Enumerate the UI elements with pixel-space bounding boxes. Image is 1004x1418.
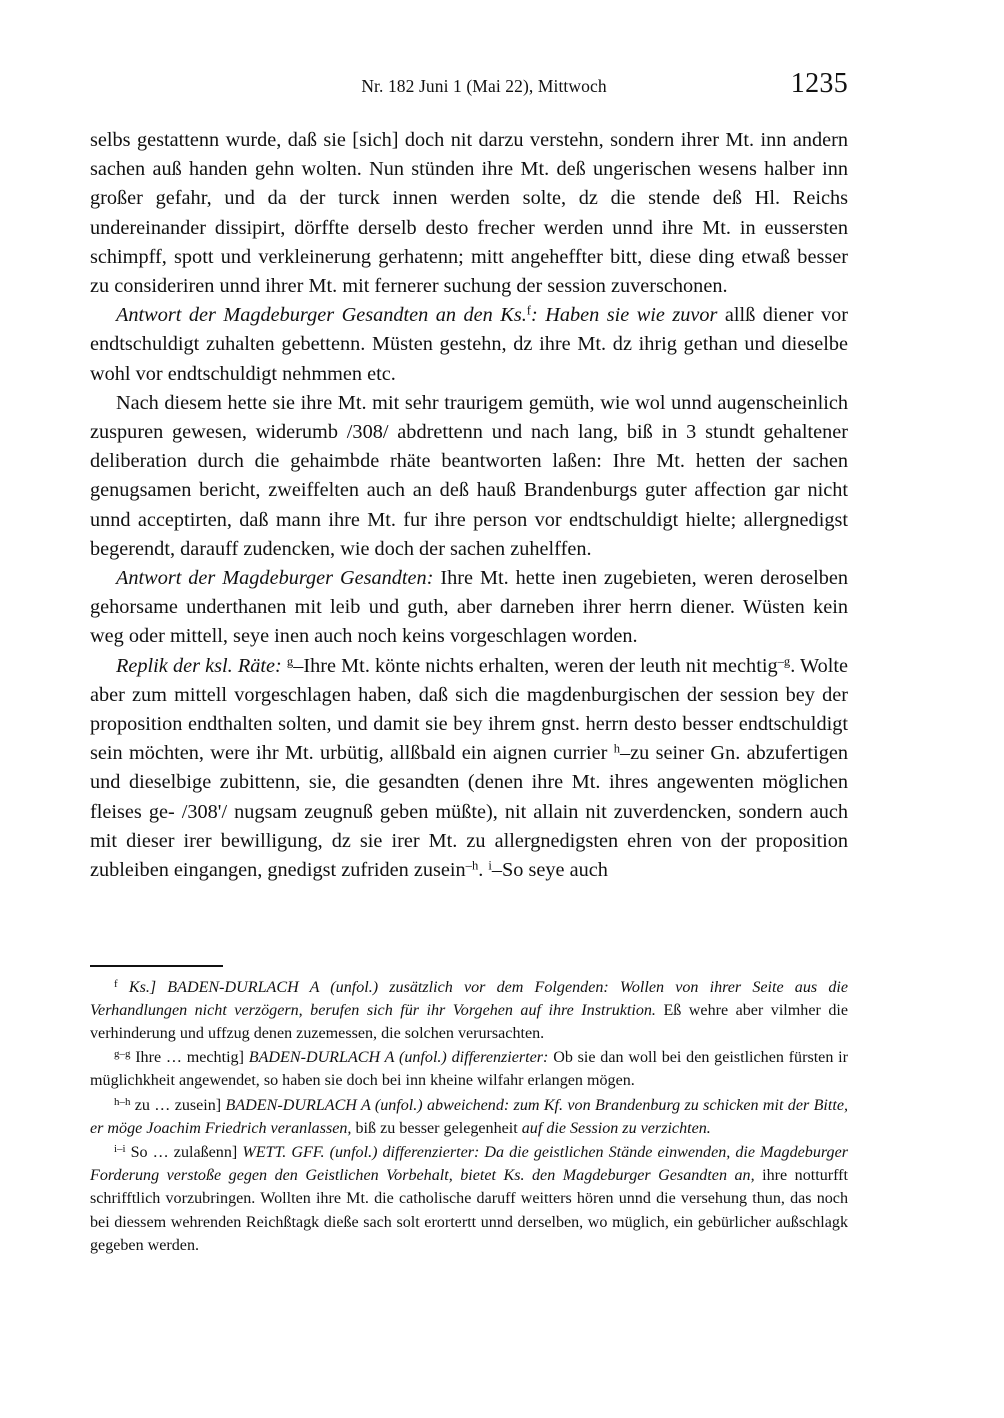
footnote-marker-f[interactable]: f — [526, 303, 531, 318]
footnote-entry-marker[interactable]: h–h — [114, 1095, 131, 1108]
footnote-entry-text: BADEN-DURLACH A (unfol.) differenzierter: — [243, 1049, 549, 1067]
paragraph-5-lead: Replik der ksl. Räte: — [116, 654, 282, 677]
footnote-entry-text: So … zulaßenn] — [130, 1143, 238, 1161]
footnote-marker-i-open[interactable]: i — [488, 858, 492, 873]
footnote-apparatus — [90, 965, 848, 1258]
document-page — [90, 0, 848, 1418]
footnote-entry-text: Ks.] BADEN-DURLACH A (unfol.) zusätzlich vor dem Folgenden: Wollen von ihrer Seite aus die Verhandlungen nicht verzögern, berufen sich für ihr Vorgehen auf ihre Instruktion. — [90, 978, 848, 1019]
footnote-separator-rule — [90, 965, 223, 967]
footnote-entry-marker[interactable]: f — [114, 977, 118, 990]
paragraph-3-text: Nach diesem hette sie ihre Mt. mit sehr traurigem gemüth, wie wol unnd augenscheinlich zuspuren gewesen, widerumb /308/ abdrettenn und nach lang, biß in 3 stundt gehaltener deliberation durch die gehaimbde rhäte beantworten laßen: Ihre Mt. hetten der sachen genugsamen bericht, zweiffelten auch an deß hauß Brandenburgs guter affection gar nicht unnd acceptirten, daß mann ihre Mt. fur ihre person vor endtschuldigt hielte; allergnedigst begerendt, darauff zudencken, wie doch der sachen zuhelffen. — [90, 391, 848, 560]
running-head-title: Nr. 182 Juni 1 (Mai 22), Mittwoch — [361, 76, 607, 96]
paragraph-4-text: Ihre Mt. hette inen zugebieten, weren deroselben gehorsame underthanen mit leib und guth, aber darneben ihrer herrn diener. Wüsten kein weg oder mittell, seye inen auch noch keins vorgeschlagen worden. — [90, 567, 849, 648]
footnote-entry-text: biß zu besser gelegenheit — [351, 1119, 522, 1137]
page-number: 1235 — [790, 68, 848, 99]
footnote-entry-text: Ob sie dan woll bei den geistlichen fürsten ir müglichkheit angewendet, so haben sie doch bei inn kheine wilfahr erlangen mögen. — [90, 1049, 848, 1090]
footnote-entry-marker[interactable]: g–g — [114, 1047, 131, 1060]
footnote-marker-h-open[interactable]: h — [613, 741, 620, 756]
paragraph-5-segment-3: zu seiner Gn. abzufertigen und dieselbige zubittenn, sie, die gesandten (denen ihre Mt. ihres angewenten möglichen fleises ge- /308'/ nugsam zeugnuß geben müßte), nit allain nit zuverdencken, sondern auch mit dieser irer bewilligung, dz sie irer Mt. zu allergnedigsten ehren von der proposition zubleiben eingangen, gnedigst zufriden zusein — [90, 742, 848, 882]
paragraph-2 — [90, 301, 848, 389]
footnote-entry-text: auf die Session zu verzichten. — [521, 1119, 711, 1137]
paragraph-5: Replik der ksl. Räte: $^g$–Ihre Mt. könte nichts erhalten, weren der leuth nit mechtig$^{-g}$. Wolte aber zum mittell vorgeschlagen haben, daß sich die magdenburgischen der session bey der proposition endthalten solten, und damit sie bey ihrem gnst. herrn desto besser endtschuldigt sein möchten, were ihr Mt. urbütig, allßbald ein aignen currier $^h$–zu seiner Gn. abzufertigen und dieselbige zubittenn, sie, die gesandten (denen ihre Mt. ihres angewenten möglichen fleises ge- /308'/ nugsam zeugnuß geben müßte), nit allain nit zuverdencken, sondern auch mit dieser irer bewilligung, dz sie irer Mt. zu allergnedigsten ehren von der proposition zubleiben eingangen, gnedigst zufriden zusein$^{-h}$. $^i$–So seye auch — [90, 654, 848, 882]
footnote-entry — [90, 1141, 848, 1257]
footnote-entry-text: Eß wehre aber vilmher die verhinderung und uffzug denen zuzemessen, die solchen verursachten. — [90, 1001, 848, 1042]
paragraph-1 — [90, 126, 848, 301]
footnote-entry — [90, 1046, 848, 1092]
footnote-entry-text: ihre notturfft schrifftlich vorzubringen. Wollten ihre Mt. die catholische daruff weitters hören unnd die versehung thun, das noch bei diessem wehrenden Reichßtagk dieße sach solt erortertt unnd derselben, wo müglich, ein gebürlicher außschlagk gegeben werden. — [90, 1167, 848, 1254]
running-head — [90, 68, 848, 122]
paragraph-4 — [90, 564, 848, 652]
footnote-entry-marker[interactable]: i–i — [114, 1142, 126, 1155]
paragraph-5-segment-2: . Wolte aber zum mittell vorgeschlagen haben, daß sich die magdenburgischen der session bey der proposition endthalten solten, und damit sie bey ihrem gnst. herrn desto besser endtschuldigt sein möchten, were ihr Mt. urbütig, allßbald ein aignen currier — [90, 654, 848, 765]
footnote-marker-g-close[interactable]: –g — [777, 654, 791, 669]
footnote-entry-text: zu … zusein] — [134, 1096, 222, 1114]
paragraph-2-lead: Antwort der Magdeburger Gesandten an den Ks. — [116, 304, 527, 327]
footnote-entry — [90, 976, 848, 1046]
paragraph-3 — [90, 389, 848, 564]
paragraph-5-segment-5: So seye auch — [502, 859, 608, 882]
paragraph-5-segment-4: . — [478, 859, 489, 882]
paragraph-2-text: allß diener vor endtschuldigt zuhalten gebettenn. Müsten gestehn, dz ihre Mt. dz ihrig gethan und dieselbe wohl vor endtschuldigt nehmmen etc. — [90, 304, 848, 385]
footnote-marker-h-close[interactable]: –h — [465, 858, 479, 873]
footnote-entry-text: WETT. GFF. (unfol.) differenzierter: Da die geistlichen Stände einwenden, die Magdeburger Forderung verstoße gegen den Geistlichen Vorbehalt, bietet Ks. den Magdeburger Gesandten an, — [90, 1143, 848, 1185]
footnote-entry — [90, 1094, 848, 1140]
paragraph-4-lead: Antwort der Magdeburger Gesandten: — [116, 567, 434, 590]
footnote-list — [90, 976, 848, 1257]
footnote-entry-text: BADEN-DURLACH A (unfol.) abweichend: zum Kf. von Brandenburg zu schicken mit der Bitte, er möge Joachim Friedrich veranlassen, — [90, 1096, 848, 1137]
paragraph-5-segment-1: Ihre Mt. könte nichts erhalten, weren der leuth nit mechtig — [303, 654, 778, 677]
body-text — [90, 126, 848, 885]
paragraph-2-lead-tail: : Haben sie wie zuvor — [530, 304, 718, 327]
footnote-marker-g-open[interactable]: g — [286, 654, 294, 669]
footnote-entry-text: Ihre … mechtig] — [135, 1049, 244, 1067]
paragraph-1-text: selbs gestattenn wurde, daß sie [sich] doch nit darzu verstehn, sondern ihrer Mt. inn andern sachen auß handen gehn wolten. Nun stünden ihre Mt. deß ungerischen wesens halber inn großer gefahr, und da der turck innen werden solte, dz die stende deß Hl. Reichs undereinander dissipirt, dörffte derselb desto frecher werden unnd ihre Mt. in eussersten schimpff, spott und verkleinerung gerhatenn; mitt angeheffter bitt, diese ding etwaß besser zu consideriren unnd ihrer Mt. mit fernerer suchung der session zuverschonen. — [90, 129, 848, 298]
